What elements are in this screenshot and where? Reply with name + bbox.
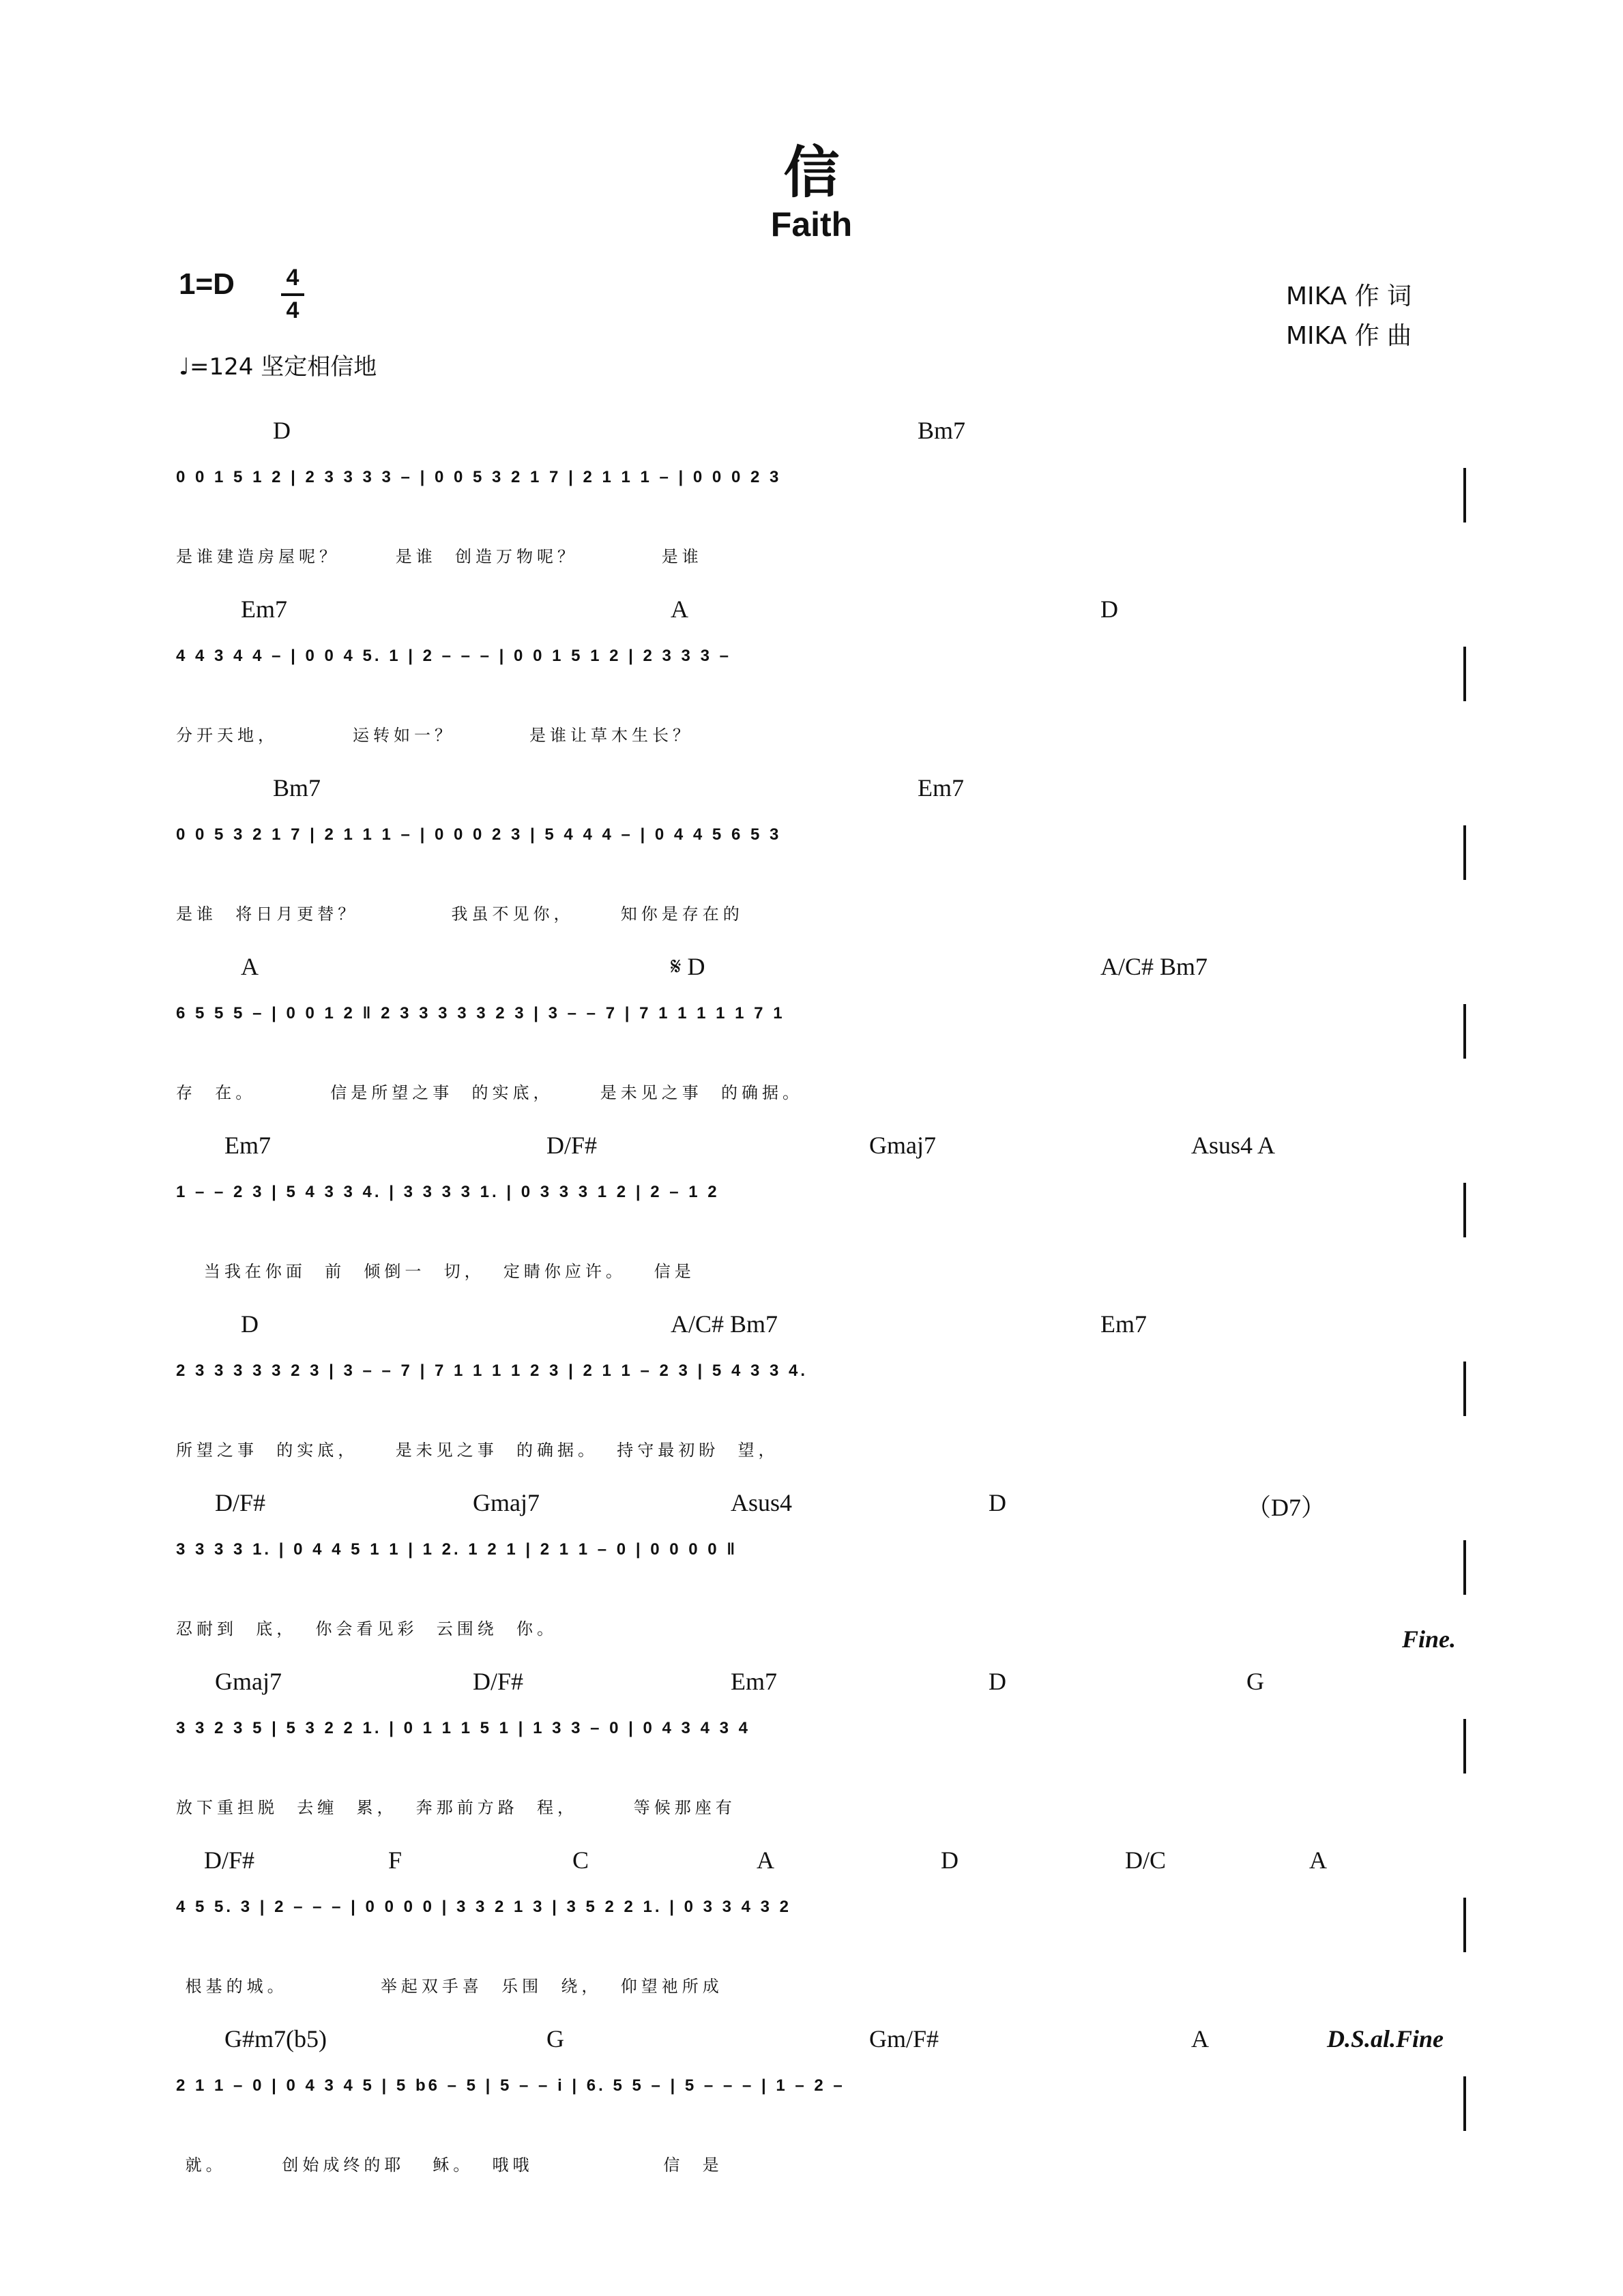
- chord-symbol: D: [1100, 595, 1118, 623]
- staff-system: [0, 1131, 1623, 1308]
- chord-symbol: D: [989, 1668, 1006, 1695]
- lyrics-line: 所望之事 的实底， 是未见之事 的确据。 持守最初盼 望，: [176, 1441, 779, 1460]
- chord-symbol: Bm7: [918, 417, 966, 444]
- chord-symbol: A: [757, 1846, 774, 1874]
- staff-system: [0, 1488, 1623, 1666]
- time-signature-top: 4: [286, 265, 299, 291]
- chord-symbol: Em7: [241, 595, 287, 623]
- chord-symbol: Gmaj7: [215, 1668, 282, 1695]
- barline: [1463, 825, 1466, 880]
- barline: [1463, 647, 1466, 701]
- staff-system: [0, 1310, 1623, 1487]
- numbered-notation: 0 0 1 5 1 2 | 2 3 3 3 3 – | 0 0 5 3 2 1 7 | 2 1 1 1 – | 0 0 0 2 3: [176, 468, 782, 486]
- chord-row: [0, 416, 1623, 457]
- barline: [1463, 1898, 1466, 1952]
- chord-symbol: D: [241, 1310, 259, 1338]
- numbered-notation: 2 1 1 – 0 | 0 4 3 4 5 | 5 b6 – 5 | 5 – – i | 6. 5 5 – | 5 – – – | 1 – 2 –: [176, 2076, 845, 2095]
- staff-system: [0, 774, 1623, 951]
- chord-symbol: Asus4: [731, 1489, 793, 1516]
- barline: [1463, 468, 1466, 523]
- chord-symbol: Gmaj7: [869, 1132, 936, 1159]
- chord-symbol: Bm7: [273, 774, 321, 801]
- staff-system: [0, 416, 1623, 593]
- lyricist-credit: MIKA 作 词: [1286, 282, 1412, 310]
- staff-system: [0, 595, 1623, 772]
- numbered-notation: 6 5 5 5 – | 0 0 1 2 ‖ 2 3 3 3 3 3 2 3 | 3 – – 7 | 7 1 1 1 1 1 7 1: [176, 1004, 785, 1022]
- chord-symbol: D/F#: [546, 1132, 598, 1159]
- numbered-notation: 4 4 3 4 4 – | 0 0 4 5. 1 | 2 – – – | 0 0 1 5 1 2 | 2 3 3 3 –: [176, 647, 731, 665]
- chord-symbol: D: [273, 417, 291, 444]
- chord-symbol: G: [546, 2025, 564, 2052]
- chord-symbol: A/C# Bm7: [671, 1310, 778, 1338]
- chord-symbol: A/C# Bm7: [1100, 953, 1208, 980]
- chord-symbol: D: [989, 1489, 1006, 1516]
- chord-row: [0, 952, 1623, 993]
- chord-symbol: Em7: [918, 774, 964, 801]
- staff-system: [0, 1846, 1623, 2023]
- numbered-notation: 3 3 3 3 1. | 0 4 4 5 1 1 | 1 2. 1 2 1 | 2 1 1 – 0 | 0 0 0 0 ‖: [176, 1540, 738, 1559]
- numbered-notation: 0 0 5 3 2 1 7 | 2 1 1 1 – | 0 0 0 2 3 | 5 4 4 4 – | 0 4 4 5 6 5 3: [176, 825, 782, 844]
- chord-row: [0, 1488, 1623, 1529]
- navigation-mark: Fine.: [1402, 1625, 1457, 1653]
- chord-symbol: Em7: [224, 1132, 271, 1159]
- composer-credit: MIKA 作 曲: [1286, 322, 1412, 350]
- chord-row: [0, 1667, 1623, 1708]
- lyrics-line: 是谁建造房屋呢？ 是谁 创造万物呢？ 是谁: [176, 547, 703, 566]
- chord-row: [0, 774, 1623, 814]
- lyrics-line: 根基的城。 举起双手喜 乐围 绕， 仰望祂所成: [176, 1977, 723, 1996]
- numbered-notation: 3 3 2 3 5 | 5 3 2 2 1. | 0 1 1 1 5 1 | 1 3 3 – 0 | 0 4 3 4 3 4: [176, 1719, 750, 1737]
- numbered-notation: 2 3 3 3 3 3 2 3 | 3 – – 7 | 7 1 1 1 1 2 3 | 2 1 1 – 2 3 | 5 4 3 3 4.: [176, 1362, 808, 1380]
- chord-symbol: D/F#: [204, 1846, 255, 1874]
- chord-symbol: Em7: [1100, 1310, 1147, 1338]
- barline: [1463, 2076, 1466, 2131]
- chord-symbol: Em7: [731, 1668, 777, 1695]
- navigation-mark: D.S.al.Fine: [1327, 2025, 1444, 2052]
- numbered-notation: 4 5 5. 3 | 2 – – – | 0 0 0 0 | 3 3 2 1 3 | 3 5 2 2 1. | 0 3 3 4 3 2: [176, 1898, 792, 1916]
- chord-symbol: C: [572, 1846, 589, 1874]
- lyrics-line: 是谁 将日月更替？ 我虽不见你， 知你是存在的: [176, 904, 744, 924]
- chord-symbol: Gm/F#: [869, 2025, 939, 2052]
- chord-row: [0, 1846, 1623, 1887]
- chord-symbol: Gmaj7: [473, 1489, 540, 1516]
- staff-system: [0, 2025, 1623, 2202]
- chord-symbol: G: [1246, 1668, 1264, 1695]
- chord-symbol: A: [671, 595, 688, 623]
- chord-symbol: Asus4 A: [1191, 1132, 1276, 1159]
- barline: [1463, 1004, 1466, 1059]
- chord-symbol: 𝄋 D: [671, 953, 705, 980]
- lyrics-line: 就。 创始成终的耶 稣。 哦哦 信 是: [176, 2155, 723, 2175]
- chord-symbol: D/F#: [473, 1668, 524, 1695]
- chord-symbol: A: [1309, 1846, 1327, 1874]
- chord-symbol: D/F#: [215, 1489, 266, 1516]
- chord-symbol: D: [941, 1846, 959, 1874]
- lyrics-line: 存 在。 信是所望之事 的实底， 是未见之事 的确据。: [176, 1083, 803, 1102]
- key-signature: 1=D: [179, 267, 235, 301]
- chord-symbol: A: [241, 953, 259, 980]
- lyrics-line: 放下重担脱 去缠 累， 奔那前方路 程， 等候那座有: [176, 1798, 736, 1817]
- barline: [1463, 1362, 1466, 1416]
- barline: [1463, 1183, 1466, 1237]
- tempo-marking: ♩=124 坚定相信地: [179, 353, 377, 381]
- lyrics-line: 当我在你面 前 倾倒一 切， 定睛你应许。 信是: [176, 1262, 695, 1281]
- lyrics-line: 忍耐到 底， 你会看见彩 云围绕 你。: [176, 1619, 558, 1638]
- staff-system: [0, 952, 1623, 1130]
- chord-symbol: A: [1191, 2025, 1209, 2052]
- chord-symbol: D/C: [1125, 1846, 1167, 1874]
- chord-row: [0, 595, 1623, 636]
- time-signature-bottom: 4: [286, 297, 299, 323]
- song-subtitle: Faith: [770, 205, 853, 244]
- time-signature-divider: [281, 293, 304, 296]
- barline: [1463, 1719, 1466, 1773]
- chord-row: [0, 1131, 1623, 1172]
- chord-row: [0, 1310, 1623, 1351]
- staff-system: [0, 1667, 1623, 1844]
- lyrics-line: 分开天地， 运转如一？ 是谁让草木生长？: [176, 726, 694, 745]
- numbered-notation: 1 – – 2 3 | 5 4 3 3 4. | 3 3 3 3 1. | 0 3 3 3 1 2 | 2 – 1 2: [176, 1183, 720, 1201]
- chord-symbol: F: [388, 1846, 403, 1874]
- chord-symbol: （D7）: [1246, 1494, 1326, 1521]
- barline: [1463, 1540, 1466, 1595]
- chord-symbol: G#m7(b5): [224, 2025, 327, 2052]
- song-title: 信: [783, 140, 840, 205]
